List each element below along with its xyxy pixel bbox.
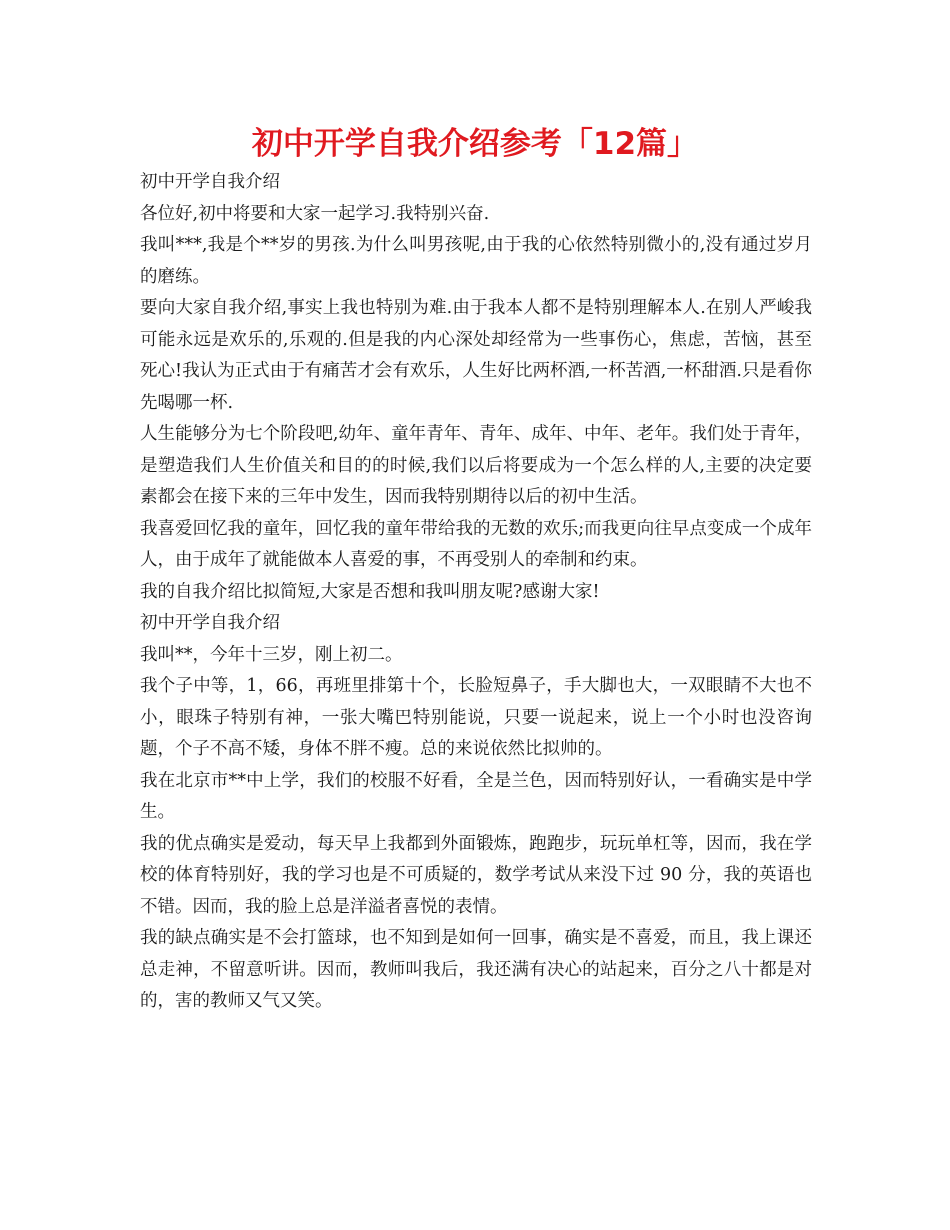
document-title: 初中开学自我介绍参考「12篇」	[251, 126, 699, 162]
paragraph: 我的自我介绍比拟简短,大家是否想和我叫朋友呢?感谢大家!	[140, 581, 600, 602]
paragraph: 我叫**，今年十三岁，刚上初二。	[140, 644, 403, 665]
paragraph: 我的缺点确实是不会打篮球，也不知到是如何一回事，确实是不喜爱，而且，我上课还总走神，不留意听讲。因而，教师叫我后，我还满有决心的站起来，百分之八十都是对的，害的教师又气又笑。	[140, 928, 812, 1011]
paragraph: 我叫***,我是个**岁的男孩.为什么叫男孩呢,由于我的心依然特别微小的,没有通过岁月的磨练。	[140, 235, 812, 287]
paragraph: 要向大家自我介绍,事实上我也特别为难.由于我本人都不是特别理解本人.在别人严峻我可能永远是欢乐的,乐观的.但是我的内心深处却经常为一些事伤心，焦虑，苦恼，甚至死心!我认为正式由于有痛苦才会有欢乐，人生好比两杯酒,一杯苦酒,一杯甜酒.只是看你先喝哪一杯.	[140, 298, 812, 413]
document-body	[140, 167, 812, 1018]
paragraph: 我的优点确实是爱动，每天早上我都到外面锻炼，跑跑步，玩玩单杠等，因而，我在学校的体育特别好，我的学习也是不可质疑的，数学考试从来没下过 90 分，我的英语也不错。因而，我的脸上总是洋溢者喜悦的表情。	[140, 833, 812, 917]
paragraph-heading-1: 初中开学自我介绍	[140, 172, 280, 192]
paragraph-heading-2: 初中开学自我介绍	[140, 613, 280, 633]
paragraph: 我个子中等，1，66，再班里排第十个，长脸短鼻子，手大脚也大，一双眼睛不大也不小，眼珠子特别有神，一张大嘴巴特别能说，只要一说起来，说上一个小时也没咨询题，个子不高不矮，身体不胖不瘦。总的来说依然比拟帅的。	[140, 676, 812, 759]
paragraph: 各位好,初中将要和大家一起学习.我特别兴奋.	[140, 203, 490, 224]
paragraph: 人生能够分为七个阶段吧,幼年、童年青年、青年、成年、中年、老年。我们处于青年，是塑造我们人生价值关和目的的时候,我们以后将要成为一个怎么样的人,主要的决定要素都会在接下来的三年中发生，因而我特别期待以后的初中生活。	[140, 424, 812, 507]
paragraph: 我喜爱回忆我的童年，回忆我的童年带给我的无数的欢乐;而我更向往早点变成一个成年人，由于成年了就能做本人喜爱的事，不再受别人的牵制和约束。	[140, 518, 812, 570]
paragraph: 我在北京市**中上学，我们的校服不好看，全是兰色，因而特别好认，一看确实是中学生。	[140, 770, 812, 822]
